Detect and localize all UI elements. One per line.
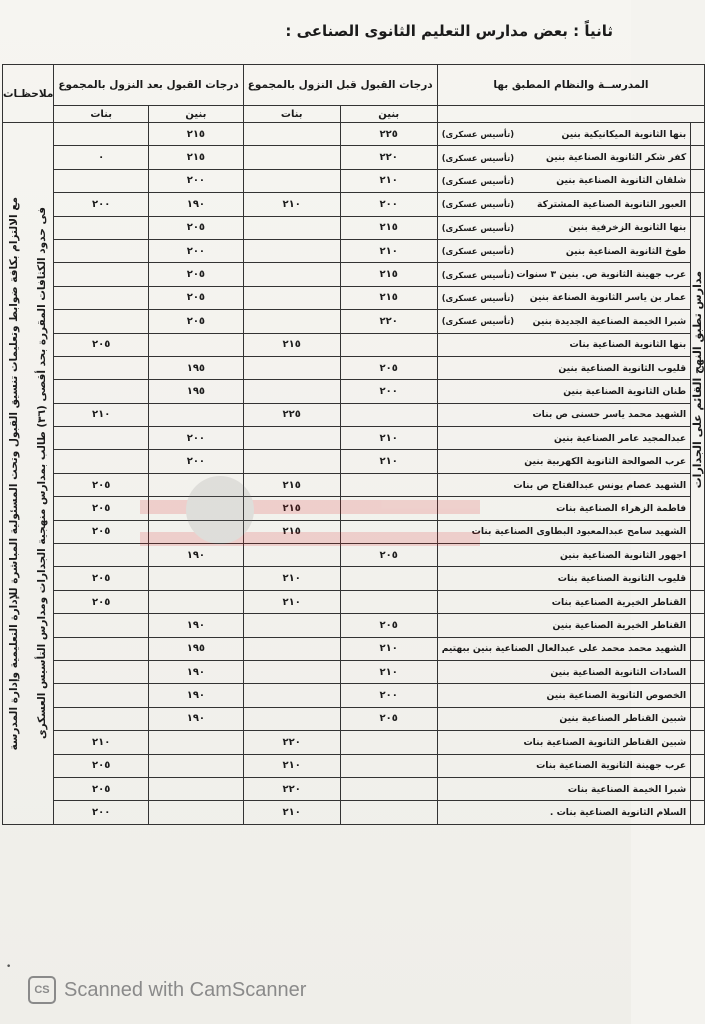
score-before-girls: ٢٢٠ bbox=[243, 777, 340, 800]
school-name-cell bbox=[437, 754, 691, 777]
school-name: اجهور الثانوية الصناعية بنين bbox=[560, 549, 687, 561]
school-name-cell bbox=[437, 684, 691, 707]
school-name-cell bbox=[437, 380, 691, 403]
score-before-girls bbox=[243, 263, 340, 286]
score-before-boys bbox=[340, 473, 437, 496]
score-before-girls bbox=[243, 380, 340, 403]
score-after-girls bbox=[54, 427, 149, 450]
score-after-boys: ١٩٥ bbox=[149, 356, 244, 379]
score-before-boys: ٢١٠ bbox=[340, 637, 437, 660]
school-name-cell bbox=[437, 310, 691, 333]
score-before-boys: ٢٢٠ bbox=[340, 146, 437, 169]
score-after-boys bbox=[149, 473, 244, 496]
score-before-girls: ٢٢٥ bbox=[243, 403, 340, 426]
score-after-boys: ١٩٠ bbox=[149, 707, 244, 730]
table-row bbox=[3, 310, 705, 333]
score-before-boys: ٢٠٥ bbox=[340, 707, 437, 730]
score-before-girls: ٢١٥ bbox=[243, 333, 340, 356]
score-before-girls bbox=[243, 707, 340, 730]
score-after-boys: ٢٠٠ bbox=[149, 169, 244, 192]
school-name: الخصوص الثانوية الصناعية بنين bbox=[546, 690, 687, 702]
table-row bbox=[3, 380, 705, 403]
table-row bbox=[3, 263, 705, 286]
score-before-girls: ٢١٥ bbox=[243, 520, 340, 543]
score-before-boys: ٢١٠ bbox=[340, 239, 437, 262]
school-name-cell bbox=[437, 356, 691, 379]
note-line: فى حدود الكثافات المقررة بحد أقصى (٣٦) طالب بمدارس منهجية الجدارات ومدارس التأسيس العسكرى bbox=[35, 207, 48, 740]
table-row bbox=[3, 356, 705, 379]
score-after-girls bbox=[54, 544, 149, 567]
group-blank-cell bbox=[691, 590, 705, 613]
table-row bbox=[3, 637, 705, 660]
header-before: درجات القبول قبل النزول بالمجموع bbox=[243, 65, 437, 106]
schools-table-body bbox=[3, 123, 705, 825]
camscanner-logo-icon: CS bbox=[28, 976, 56, 1004]
school-name: عرب جهينة الثانوية ص. بنين ٣ سنوات bbox=[516, 269, 687, 281]
scanner-text: Scanned with CamScanner bbox=[64, 978, 307, 1001]
group-blank-cell bbox=[691, 123, 705, 146]
table-row bbox=[3, 169, 705, 192]
score-before-girls: ٢١٥ bbox=[243, 497, 340, 520]
score-before-girls: ٢١٠ bbox=[243, 590, 340, 613]
score-before-girls bbox=[243, 544, 340, 567]
score-before-boys bbox=[340, 520, 437, 543]
school-name: عبدالمجيد عامر الصناعية بنين bbox=[554, 432, 687, 444]
score-before-boys: ٢١٥ bbox=[340, 216, 437, 239]
score-before-girls bbox=[243, 684, 340, 707]
school-name: السلام الثانوية الصناعية بنات . bbox=[549, 807, 687, 819]
school-name-cell bbox=[437, 403, 691, 426]
score-after-boys: ١٩٥ bbox=[149, 380, 244, 403]
score-before-girls: ٢١٠ bbox=[243, 801, 340, 824]
score-after-boys bbox=[149, 567, 244, 590]
score-after-girls bbox=[54, 216, 149, 239]
score-before-girls bbox=[243, 216, 340, 239]
score-before-girls bbox=[243, 356, 340, 379]
score-before-boys: ٢١٥ bbox=[340, 263, 437, 286]
score-after-girls: ٢٠٥ bbox=[54, 590, 149, 613]
score-after-boys: ٢٠٥ bbox=[149, 310, 244, 333]
score-before-girls bbox=[243, 427, 340, 450]
score-after-girls bbox=[54, 263, 149, 286]
header-school-sub bbox=[437, 106, 705, 123]
school-name: شبرا الخيمة الصناعية بنات bbox=[567, 783, 687, 795]
school-name-cell bbox=[437, 473, 691, 496]
header-before-girls: بنات bbox=[243, 106, 340, 123]
school-tag: (تأسيس عسكرى) bbox=[441, 152, 515, 163]
score-after-boys: ٢١٥ bbox=[149, 123, 244, 146]
school-name-cell bbox=[437, 286, 691, 309]
score-after-boys bbox=[149, 497, 244, 520]
score-after-boys bbox=[149, 403, 244, 426]
school-name-cell bbox=[437, 123, 691, 146]
score-before-girls bbox=[243, 614, 340, 637]
table-row bbox=[3, 731, 705, 754]
schools-table bbox=[2, 64, 705, 825]
score-after-girls: ٠ bbox=[54, 146, 149, 169]
section-heading: ثانياً : بعض مدارس التعليم الثانوى الصناعى : bbox=[285, 22, 613, 40]
school-name: شبين القناطر الثانوية الصناعية بنات bbox=[523, 736, 687, 748]
score-after-girls bbox=[54, 239, 149, 262]
school-name-cell bbox=[437, 146, 691, 169]
score-after-boys: ١٩٠ bbox=[149, 544, 244, 567]
score-after-girls: ٢٠٥ bbox=[54, 497, 149, 520]
score-before-girls bbox=[243, 239, 340, 262]
school-tag: (تأسيس عسكرى) bbox=[441, 292, 515, 303]
group-blank-cell bbox=[691, 707, 705, 730]
score-after-boys bbox=[149, 590, 244, 613]
score-before-boys: ٢١٥ bbox=[340, 286, 437, 309]
score-after-girls: ٢٠٥ bbox=[54, 754, 149, 777]
table-row bbox=[3, 707, 705, 730]
score-before-girls bbox=[243, 637, 340, 660]
table-row bbox=[3, 567, 705, 590]
notes-cell bbox=[3, 123, 54, 825]
score-after-boys bbox=[149, 777, 244, 800]
score-after-boys bbox=[149, 754, 244, 777]
school-name: العبور الثانوية الصناعية المشتركة bbox=[537, 198, 687, 210]
score-before-boys bbox=[340, 777, 437, 800]
score-before-boys bbox=[340, 801, 437, 824]
scanner-footer bbox=[28, 976, 306, 1004]
score-after-boys: ٢٠٠ bbox=[149, 450, 244, 473]
score-after-boys: ٢٠٥ bbox=[149, 216, 244, 239]
score-before-boys: ٢٠٥ bbox=[340, 544, 437, 567]
group-blank-cell bbox=[691, 614, 705, 637]
score-after-girls bbox=[54, 169, 149, 192]
score-after-boys: ١٩٠ bbox=[149, 614, 244, 637]
note-line: مع الالتزام بكافة ضوابط وتعليمات تنسيق القبول وتحت المسئولية المباشرة للإدارة التعليمية وإدارة المدرسة bbox=[7, 196, 20, 751]
score-before-girls bbox=[243, 660, 340, 683]
group-blank-cell bbox=[691, 169, 705, 192]
score-after-girls: ٢٠٠ bbox=[54, 801, 149, 824]
table-row bbox=[3, 520, 705, 543]
school-name: فاطمة الزهراء الصناعية بنات bbox=[556, 502, 687, 514]
score-before-boys bbox=[340, 497, 437, 520]
score-after-girls: ٢٠٥ bbox=[54, 333, 149, 356]
score-after-boys: ١٩٠ bbox=[149, 684, 244, 707]
score-before-girls bbox=[243, 450, 340, 473]
score-after-girls: ٢٠٥ bbox=[54, 777, 149, 800]
score-before-boys: ٢١٠ bbox=[340, 427, 437, 450]
table-row bbox=[3, 684, 705, 707]
school-name: قليوب الثانوية الصناعية بنات bbox=[557, 573, 687, 585]
group-label: مدارس تطبق النهج القائم على الجدارات bbox=[691, 271, 705, 489]
school-name: شبين القناطر الصناعية بنين bbox=[559, 713, 687, 725]
score-after-boys bbox=[149, 801, 244, 824]
school-name-cell bbox=[437, 239, 691, 262]
score-after-boys: ١٩٥ bbox=[149, 637, 244, 660]
school-name: السادات الثانوية الصناعية بنين bbox=[550, 666, 687, 678]
table-row bbox=[3, 123, 705, 146]
score-before-girls: ٢١٥ bbox=[243, 473, 340, 496]
table-row bbox=[3, 660, 705, 683]
school-name: بنها الثانوية الميكانيكية بنين bbox=[561, 128, 687, 140]
score-after-boys: ٢٠٥ bbox=[149, 263, 244, 286]
score-after-girls bbox=[54, 637, 149, 660]
score-before-boys: ٢١٠ bbox=[340, 169, 437, 192]
school-tag: (تأسيس عسكرى) bbox=[441, 222, 515, 233]
score-before-girls: ٢١٠ bbox=[243, 754, 340, 777]
school-tag: (تأسيس عسكرى) bbox=[441, 246, 515, 257]
school-name-cell bbox=[437, 169, 691, 192]
score-after-girls: ٢٠٠ bbox=[54, 193, 149, 216]
school-name-cell bbox=[437, 497, 691, 520]
score-after-girls: ٢١٠ bbox=[54, 731, 149, 754]
school-name-cell bbox=[437, 731, 691, 754]
school-name-cell bbox=[437, 637, 691, 660]
table-row bbox=[3, 754, 705, 777]
header-notes: ملاحظـات bbox=[3, 65, 54, 123]
group-blank-cell bbox=[691, 731, 705, 754]
score-before-girls: ٢٢٠ bbox=[243, 731, 340, 754]
table-row bbox=[3, 427, 705, 450]
group-blank-cell bbox=[691, 637, 705, 660]
school-name-cell bbox=[437, 333, 691, 356]
group-blank-cell bbox=[691, 544, 705, 567]
school-name-cell bbox=[437, 193, 691, 216]
school-name-cell bbox=[437, 660, 691, 683]
score-before-girls bbox=[243, 310, 340, 333]
score-before-boys bbox=[340, 403, 437, 426]
school-name-cell bbox=[437, 263, 691, 286]
school-name: قليوب الثانوية الصناعية بنين bbox=[558, 362, 687, 374]
score-after-girls: ٢٠٥ bbox=[54, 473, 149, 496]
header-after-girls: بنات bbox=[54, 106, 149, 123]
school-name: عمار بن ياسر الثانوية الصناعة بنين bbox=[529, 292, 687, 304]
school-name-cell bbox=[437, 427, 691, 450]
score-after-girls bbox=[54, 286, 149, 309]
score-before-boys: ٢١٠ bbox=[340, 450, 437, 473]
school-name: شبرا الخيمة الصناعية الجديدة بنين bbox=[532, 315, 687, 327]
score-after-girls bbox=[54, 660, 149, 683]
score-before-boys bbox=[340, 567, 437, 590]
school-name: كفر شكر الثانوية الصناعية بنين bbox=[545, 152, 687, 164]
table-row bbox=[3, 450, 705, 473]
school-name: الشهيد محمد ياسر حسنى ص بنات bbox=[532, 409, 687, 421]
group-label-cell bbox=[691, 216, 705, 543]
school-tag: (تأسيس عسكرى) bbox=[441, 316, 515, 327]
school-name: الشهيد عصام يونس عبدالفتاح ص بنات bbox=[513, 479, 687, 491]
score-before-girls: ٢١٠ bbox=[243, 193, 340, 216]
school-name-cell bbox=[437, 216, 691, 239]
score-after-girls bbox=[54, 707, 149, 730]
header-school: المدرســة والنظام المطبق بها bbox=[437, 65, 705, 106]
school-name-cell bbox=[437, 777, 691, 800]
score-before-girls bbox=[243, 146, 340, 169]
header-after: درجات القبول بعد النزول بالمجموع bbox=[54, 65, 243, 106]
header-before-boys: بنين bbox=[340, 106, 437, 123]
score-after-boys: ٢١٥ bbox=[149, 146, 244, 169]
school-name-cell bbox=[437, 614, 691, 637]
school-name-cell bbox=[437, 520, 691, 543]
school-name-cell bbox=[437, 544, 691, 567]
table-row bbox=[3, 777, 705, 800]
school-name-cell bbox=[437, 590, 691, 613]
score-before-boys bbox=[340, 590, 437, 613]
score-after-boys bbox=[149, 333, 244, 356]
score-after-girls: ٢٠٥ bbox=[54, 520, 149, 543]
score-before-boys: ٢٠٥ bbox=[340, 614, 437, 637]
score-after-girls bbox=[54, 450, 149, 473]
school-name: طوخ الثانوية الصناعية بنين bbox=[565, 245, 687, 257]
score-before-boys bbox=[340, 754, 437, 777]
group-blank-cell bbox=[691, 146, 705, 169]
score-before-boys: ٢٠٥ bbox=[340, 356, 437, 379]
table-row bbox=[3, 216, 705, 239]
school-name-cell bbox=[437, 801, 691, 824]
school-name: عرب جهينة الثانوية الصناعية بنات bbox=[536, 760, 687, 772]
header-after-boys: بنين bbox=[149, 106, 244, 123]
score-after-girls: ٢١٠ bbox=[54, 403, 149, 426]
score-before-girls bbox=[243, 286, 340, 309]
school-tag: (تأسيس عسكرى) bbox=[441, 175, 515, 186]
score-after-girls bbox=[54, 380, 149, 403]
school-name: الشهيد محمد محمد على عبدالعال الصناعية بنين ببهتيم bbox=[441, 643, 687, 655]
table-row bbox=[3, 473, 705, 496]
table-row bbox=[3, 497, 705, 520]
group-blank-cell bbox=[691, 777, 705, 800]
school-name-cell bbox=[437, 567, 691, 590]
score-after-girls bbox=[54, 310, 149, 333]
group-blank-cell bbox=[691, 801, 705, 824]
group-blank-cell bbox=[691, 660, 705, 683]
table-row bbox=[3, 333, 705, 356]
score-after-boys bbox=[149, 520, 244, 543]
score-before-boys bbox=[340, 731, 437, 754]
score-before-boys: ٢٠٠ bbox=[340, 380, 437, 403]
score-before-boys: ٢٢٠ bbox=[340, 310, 437, 333]
table-row bbox=[3, 590, 705, 613]
table-row bbox=[3, 801, 705, 824]
school-name: الشهيد سامح عبدالمعبود البطاوى الصناعية بنات bbox=[471, 526, 687, 538]
score-before-girls: ٢١٠ bbox=[243, 567, 340, 590]
score-after-boys: ٢٠٠ bbox=[149, 427, 244, 450]
score-after-boys: ١٩٠ bbox=[149, 660, 244, 683]
group-blank-cell bbox=[691, 684, 705, 707]
score-before-girls bbox=[243, 169, 340, 192]
table-row bbox=[3, 146, 705, 169]
score-after-boys: ٢٠٠ bbox=[149, 239, 244, 262]
school-name: بنها الثانوية الزخرفية بنين bbox=[568, 222, 687, 234]
school-name: القناطر الخيرية الصناعية بنين bbox=[552, 619, 687, 631]
score-before-boys: ٢٢٥ bbox=[340, 123, 437, 146]
school-name: شلقان الثانوية الصناعية بنين bbox=[556, 175, 687, 187]
table-row bbox=[3, 239, 705, 262]
score-before-boys bbox=[340, 333, 437, 356]
table-row bbox=[3, 286, 705, 309]
score-before-boys: ٢٠٠ bbox=[340, 684, 437, 707]
score-after-boys: ٢٠٥ bbox=[149, 286, 244, 309]
school-name: بنها الثانوية الصناعية بنات bbox=[569, 339, 687, 351]
school-name: طنان الثانوية الصناعية بنين bbox=[563, 385, 687, 397]
score-after-boys bbox=[149, 731, 244, 754]
table-row bbox=[3, 614, 705, 637]
school-name: القناطر الخيرية الصناعية بنات bbox=[551, 596, 687, 608]
score-before-boys: ٢١٠ bbox=[340, 660, 437, 683]
score-after-girls bbox=[54, 614, 149, 637]
group-blank-cell bbox=[691, 193, 705, 216]
score-after-girls bbox=[54, 684, 149, 707]
score-after-girls bbox=[54, 356, 149, 379]
score-before-girls bbox=[243, 123, 340, 146]
score-after-boys: ١٩٠ bbox=[149, 193, 244, 216]
corner-mark: • bbox=[6, 962, 12, 972]
school-tag: (تأسيس عسكرى) bbox=[441, 129, 515, 140]
table-row bbox=[3, 193, 705, 216]
score-after-girls: ٢٠٥ bbox=[54, 567, 149, 590]
school-name-cell bbox=[437, 707, 691, 730]
school-tag: (تأسيس عسكرى) bbox=[441, 269, 515, 280]
table-row bbox=[3, 403, 705, 426]
school-name-cell bbox=[437, 450, 691, 473]
school-tag: (تأسيس عسكرى) bbox=[441, 199, 515, 210]
table-row bbox=[3, 544, 705, 567]
score-before-boys: ٢٠٠ bbox=[340, 193, 437, 216]
school-name: عرب الصوالحة الثانوية الكهربية بنين bbox=[524, 456, 687, 468]
group-blank-cell bbox=[691, 754, 705, 777]
group-blank-cell bbox=[691, 567, 705, 590]
score-after-girls bbox=[54, 123, 149, 146]
